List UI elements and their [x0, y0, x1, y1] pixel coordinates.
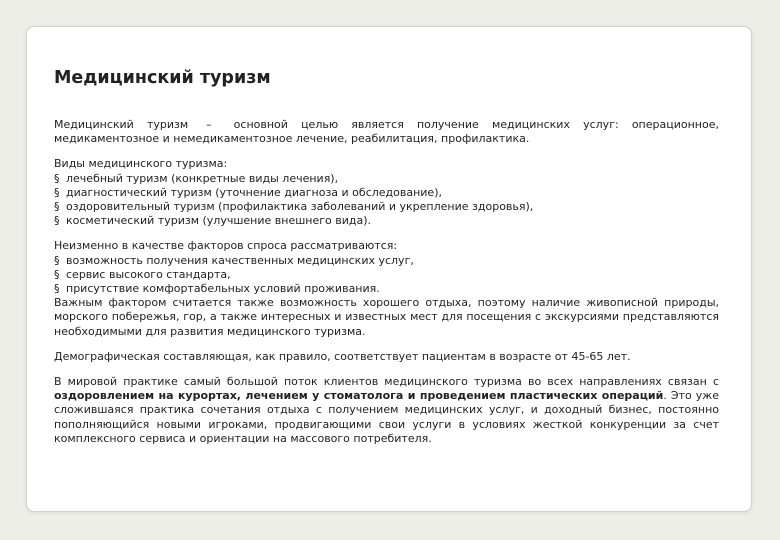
list-item — [54, 200, 719, 214]
intro-dash: – — [206, 118, 212, 131]
list-item — [54, 282, 719, 296]
list-item-text: присутствие комфортабельных условий проживания. — [66, 282, 380, 296]
factors-heading: Неизменно в качестве факторов спроса рассматриваются: — [54, 239, 398, 253]
world-highlight: оздоровлением на курортах, лечением у стоматолога и проведением пластических операций — [54, 389, 664, 403]
list-item-text: сервис высокого стандарта, — [66, 267, 231, 281]
list-item — [54, 172, 719, 186]
demographics-paragraph: Демографическая составляющая, как правило, соответствует пациентам в возрасте от 45-65 лет. — [54, 349, 631, 363]
list-item-text: оздоровительный туризм (профилактика заболеваний и укрепление здоровья), — [66, 200, 534, 214]
world-text-start: В мировой практике самый большой поток клиентов медицинского туризма во всех направлениях связан с — [54, 375, 719, 389]
bullet-icon: § — [54, 282, 60, 296]
list-item-text: возможность получения качественных медицинских услуг, — [66, 253, 414, 267]
list-item-text: диагностический туризм (уточнение диагноза и обследование), — [66, 185, 442, 199]
list-item — [54, 186, 719, 200]
types-heading: Виды медицинского туризма: — [54, 157, 228, 171]
world-practice-paragraph — [54, 375, 719, 446]
factors-section — [54, 239, 719, 338]
bullet-icon: § — [54, 214, 60, 228]
list-item — [54, 268, 719, 282]
bullet-icon: § — [54, 200, 60, 214]
bullet-icon: § — [54, 185, 60, 199]
world-text-end: . Это уже сложившаяся практика сочетания отдыха с получением медицинских услуг, и доходный бизнес, постоянно пополняющийся новыми игроками, продвигающими свои услуги в условиях жесткой конкуренции за счет комплексного сервиса и ориентации на массового потребителя. — [54, 389, 719, 445]
bullet-icon: § — [54, 171, 60, 185]
types-list — [54, 172, 719, 229]
factors-note: Важным фактором считается также возможность хорошего отдыха, поэтому наличие живописной природы, морского побережья, гор, а также интересных и известных мест для посещения с экскурсиями представляются необходимыми для развития медицинского туризма. — [54, 296, 719, 338]
list-item-text: лечебный туризм (конкретные виды лечения), — [66, 171, 339, 185]
slide-content — [54, 67, 719, 457]
intro-paragraph — [54, 118, 719, 146]
list-item-text: косметический туризм (улучшение внешнего вида). — [66, 214, 372, 228]
intro-definition: основной целью является получение медицинских услуг: операционное, медикаментозное и немедикаментозное лечение, реабилитация, профилактика. — [54, 118, 719, 146]
intro-term: Медицинский туризм — [54, 118, 189, 131]
factors-list — [54, 254, 719, 297]
types-section — [54, 157, 719, 228]
bullet-icon: § — [54, 267, 60, 281]
slide — [26, 26, 752, 512]
list-item — [54, 214, 719, 228]
page-title: Медицинский туризм — [54, 68, 271, 88]
bullet-icon: § — [54, 253, 60, 267]
list-item — [54, 254, 719, 268]
